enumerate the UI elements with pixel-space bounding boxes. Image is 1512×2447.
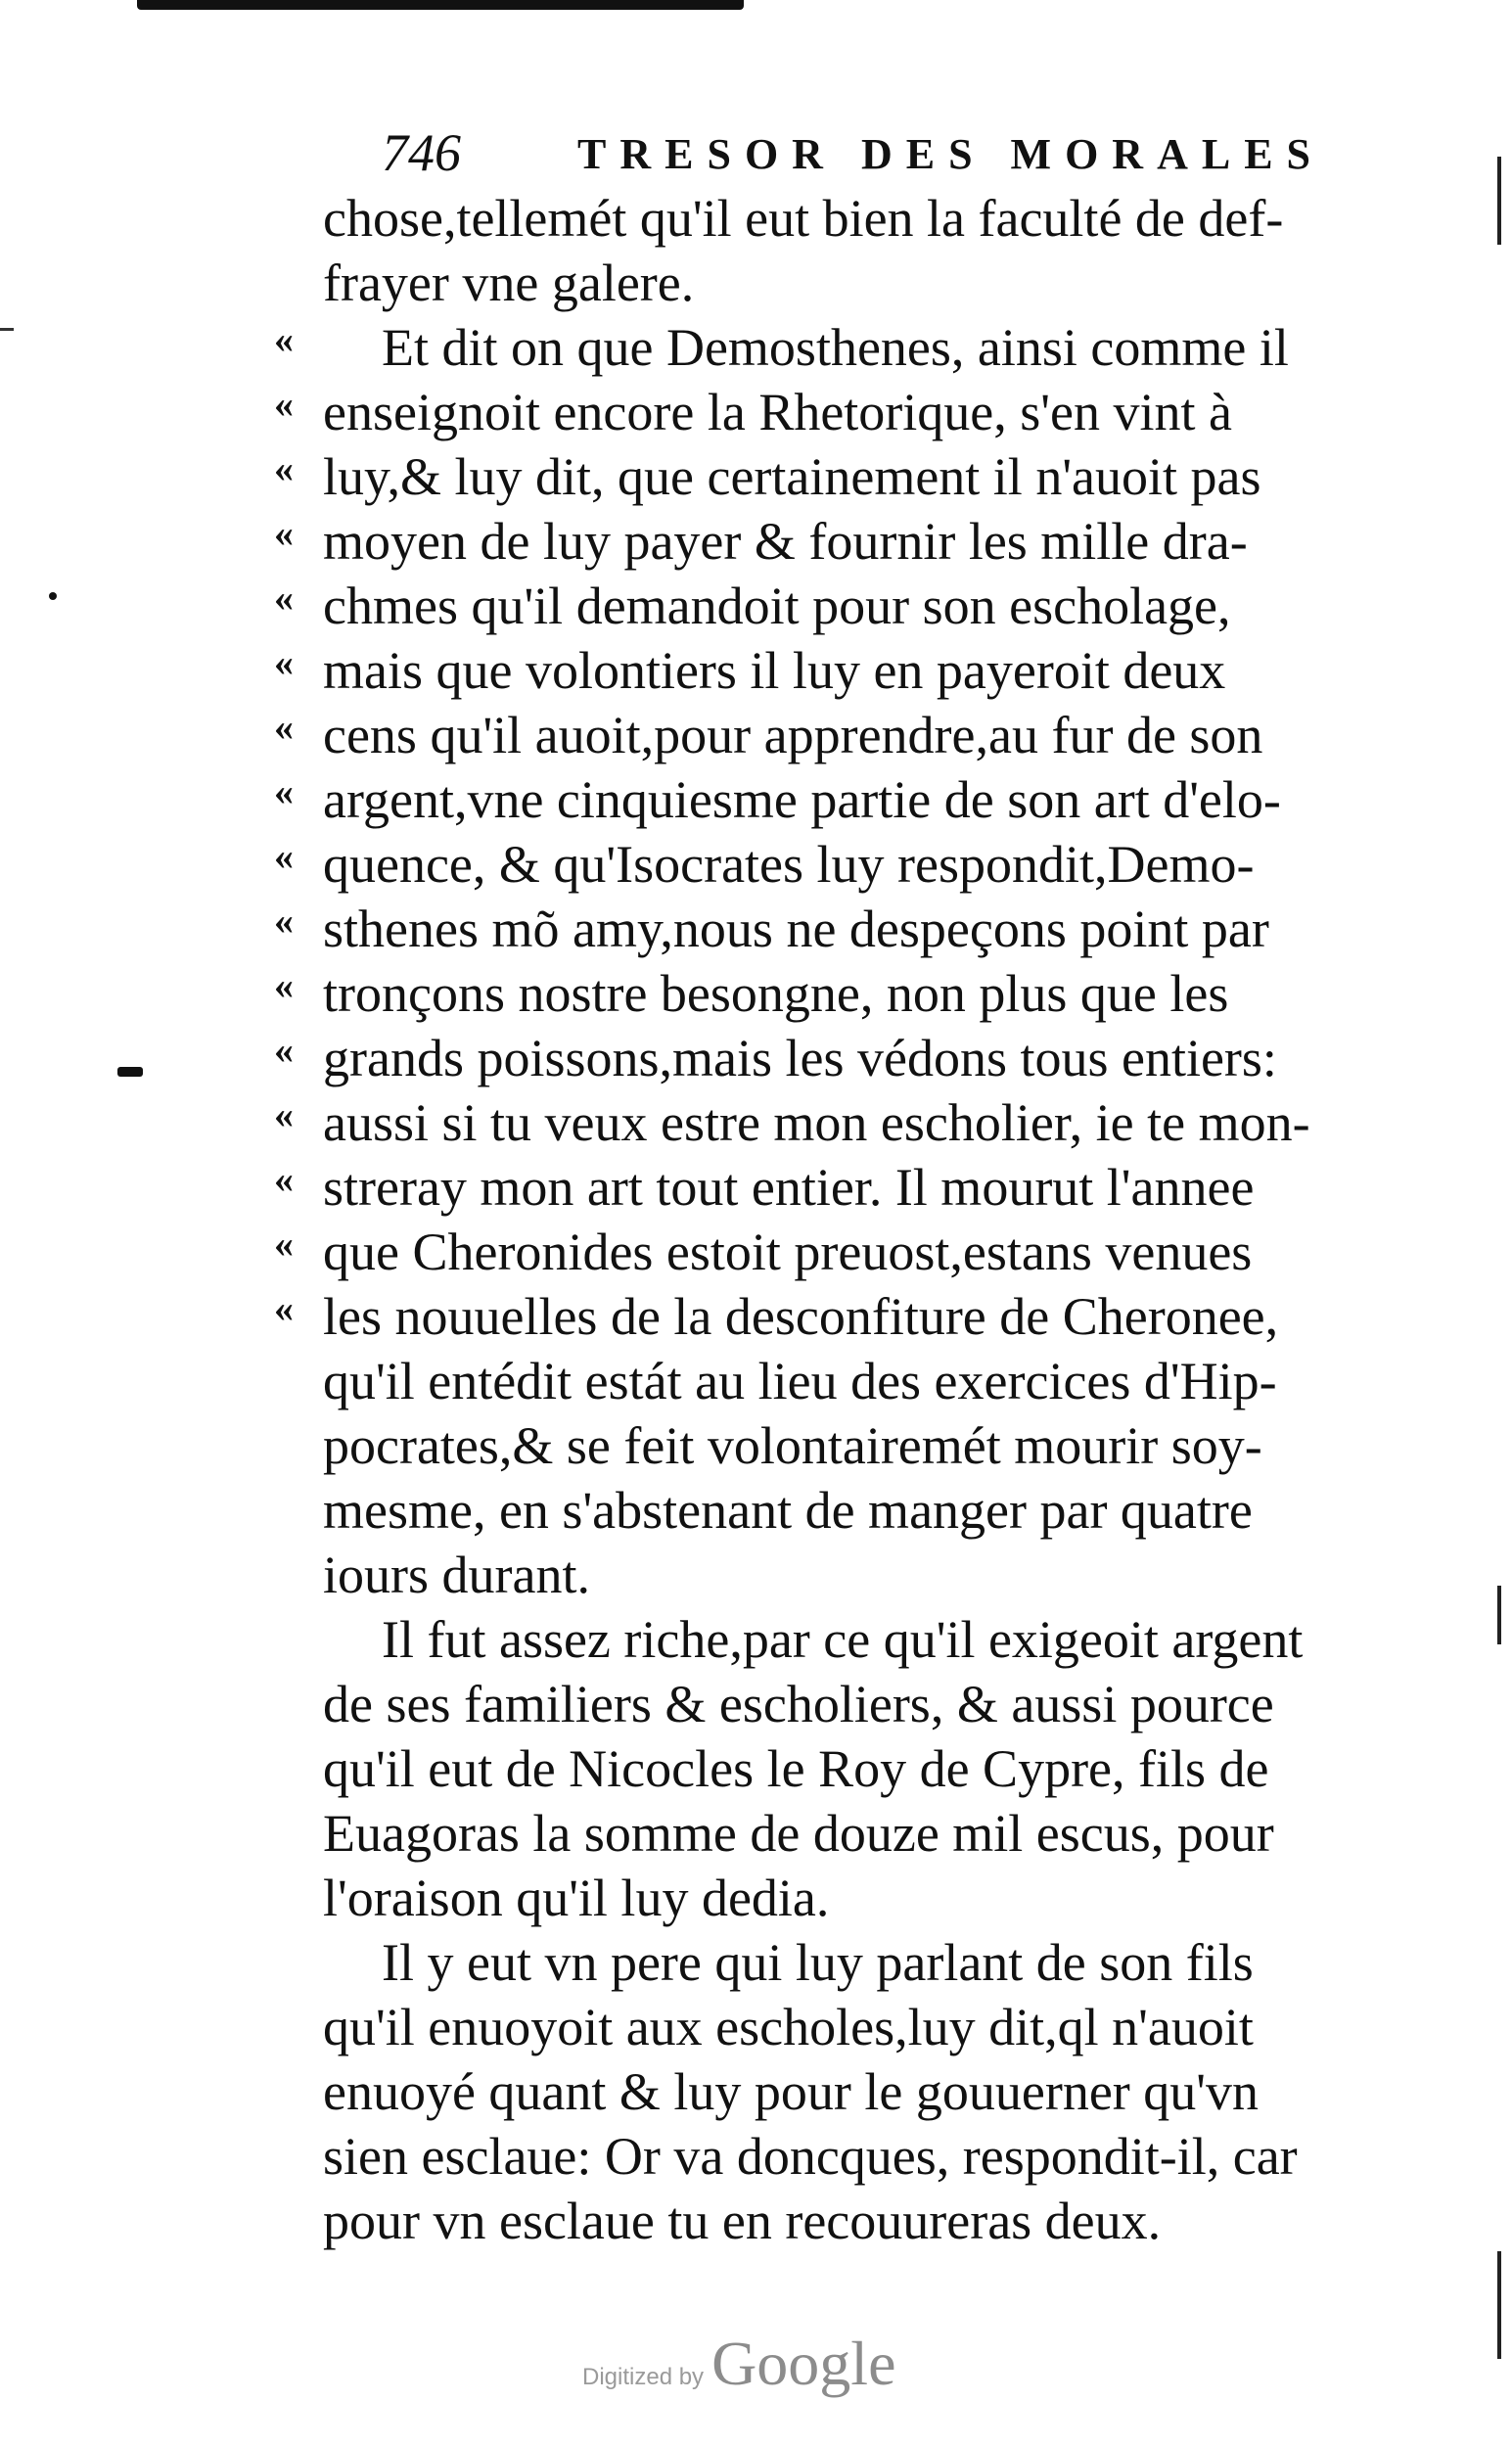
text-line [323, 1930, 1429, 1995]
line-text: qu'il enuoyoit aux escholes,luy dit,ql n'auoit [323, 1998, 1254, 2056]
line-text: chmes qu'il demandoit pour son escholage, [323, 577, 1231, 635]
line-text: tronçons nostre besongne, non plus que les [323, 964, 1229, 1023]
line-text: luy,& luy dit, que certainement il n'auoit pas [323, 447, 1261, 506]
text-line [274, 444, 1429, 509]
margin-ink-dash [117, 1067, 143, 1077]
text-line [323, 186, 1429, 251]
line-text: quence, & qu'Isocrates luy respondit,Demo- [323, 835, 1255, 894]
marginal-quote-mark: « [274, 576, 294, 620]
marginal-quote-mark: « [274, 834, 294, 878]
marginal-quote-mark: « [274, 769, 294, 813]
text-line [323, 2059, 1429, 2124]
line-text: cens qu'il auoit,pour apprendre,au fur de son [323, 706, 1263, 764]
right-edge-mark-1 [1497, 157, 1501, 245]
line-text: sien esclaue: Or va doncques, respondit-il, car [323, 2127, 1298, 2186]
left-edge-mark [0, 328, 14, 331]
right-edge-mark-2 [1497, 1586, 1501, 1644]
text-line [274, 1026, 1429, 1090]
text-line [323, 1607, 1429, 1672]
marginal-quote-mark: « [274, 1222, 294, 1266]
line-text: de ses familiers & escholiers, & aussi pource [323, 1675, 1274, 1733]
line-text: chose,tellemét qu'il eut bien la faculté de def- [323, 189, 1284, 248]
text-line [274, 1155, 1429, 1220]
text-line [323, 2189, 1429, 2253]
digitized-watermark [582, 2328, 895, 2400]
text-line [323, 1672, 1429, 1736]
line-text: sthenes mõ amy,nous ne despeçons point par [323, 900, 1269, 958]
running-title: TRESOR DES MORALES [577, 130, 1325, 178]
line-text: que Cheronides estoit preuost,estans venues [323, 1223, 1253, 1281]
marginal-quote-mark: « [274, 1157, 294, 1201]
text-line [274, 315, 1429, 380]
marginal-quote-mark: « [274, 640, 294, 684]
text-line [274, 703, 1429, 767]
google-logo: Google [711, 2329, 896, 2398]
line-text: frayer vne galere. [323, 254, 695, 312]
line-text: les nouuelles de la desconfiture de Cheronee, [323, 1287, 1279, 1346]
line-text: l'oraison qu'il luy dedia. [323, 1869, 830, 1927]
marginal-quote-mark: « [274, 511, 294, 555]
right-edge-mark-3 [1497, 2251, 1501, 2359]
marginal-quote-mark: « [274, 963, 294, 1007]
line-text: aussi si tu veux estre mon escholier, ie te mon- [323, 1093, 1310, 1152]
text-line [323, 2124, 1429, 2189]
line-text: enuoyé quant & luy pour le gouuerner qu'vn [323, 2062, 1259, 2121]
top-border-rule [137, 0, 744, 10]
text-line [323, 1349, 1429, 1413]
line-text: Il y eut vn pere qui luy parlant de son fils [382, 1933, 1254, 1992]
line-text: pour vn esclaue tu en recouureras deux. [323, 2192, 1162, 2250]
text-line [274, 574, 1429, 638]
line-text: mais que volontiers il luy en payeroit deux [323, 641, 1226, 700]
page-number: 746 [382, 123, 461, 182]
text-line [274, 638, 1429, 703]
marginal-quote-mark: « [274, 382, 294, 426]
line-text: argent,vne cinquiesme partie de son art d'elo- [323, 770, 1281, 829]
line-text: pocrates,& se feit volontairemét mourir soy- [323, 1416, 1262, 1475]
marginal-quote-mark: « [274, 705, 294, 749]
line-text: mesme, en s'abstenant de manger par quatre [323, 1481, 1253, 1540]
text-line [323, 1736, 1429, 1801]
marginal-quote-mark: « [274, 1092, 294, 1136]
text-line [274, 832, 1429, 897]
line-text: moyen de luy payer & fournir les mille dra- [323, 512, 1248, 571]
line-text: Euagoras la somme de douze mil escus, pour [323, 1804, 1274, 1863]
text-line [323, 251, 1429, 315]
book-page [274, 117, 1429, 2253]
text-line [323, 1478, 1429, 1543]
line-text: enseignoit encore la Rhetorique, s'en vint à [323, 383, 1232, 441]
text-line [274, 1284, 1429, 1349]
marginal-quote-mark: « [274, 1028, 294, 1072]
marginal-quote-mark: « [274, 446, 294, 490]
text-line [323, 1413, 1429, 1478]
marginal-quote-mark: « [274, 899, 294, 943]
line-text: iours durant. [323, 1546, 590, 1604]
line-text: Il fut assez riche,par ce qu'il exigeoit argent [382, 1610, 1304, 1669]
text-line [323, 1801, 1429, 1866]
page-header [323, 117, 1429, 186]
text-line [274, 1090, 1429, 1155]
text-line [274, 380, 1429, 444]
line-text: qu'il entédit estát au lieu des exercices d'Hip- [323, 1352, 1277, 1410]
watermark-prefix: Digitized by [582, 2364, 705, 2390]
line-text: streray mon art tout entier. Il mourut l'annee [323, 1158, 1255, 1217]
line-text: qu'il eut de Nicocles le Roy de Cypre, fils de [323, 1739, 1269, 1798]
text-line [274, 767, 1429, 832]
line-text: Et dit on que Demosthenes, ainsi comme il [382, 318, 1289, 377]
text-line [323, 1543, 1429, 1607]
marginal-quote-mark: « [274, 1286, 294, 1330]
text-line [323, 1995, 1429, 2059]
line-text: grands poissons,mais les védons tous entiers: [323, 1029, 1277, 1087]
text-line [323, 1866, 1429, 1930]
text-line [274, 897, 1429, 961]
text-line [274, 1220, 1429, 1284]
marginal-quote-mark: « [274, 317, 294, 361]
body-text [274, 186, 1429, 2253]
text-line [274, 509, 1429, 574]
text-line [274, 961, 1429, 1026]
margin-ink-dot [49, 592, 57, 600]
